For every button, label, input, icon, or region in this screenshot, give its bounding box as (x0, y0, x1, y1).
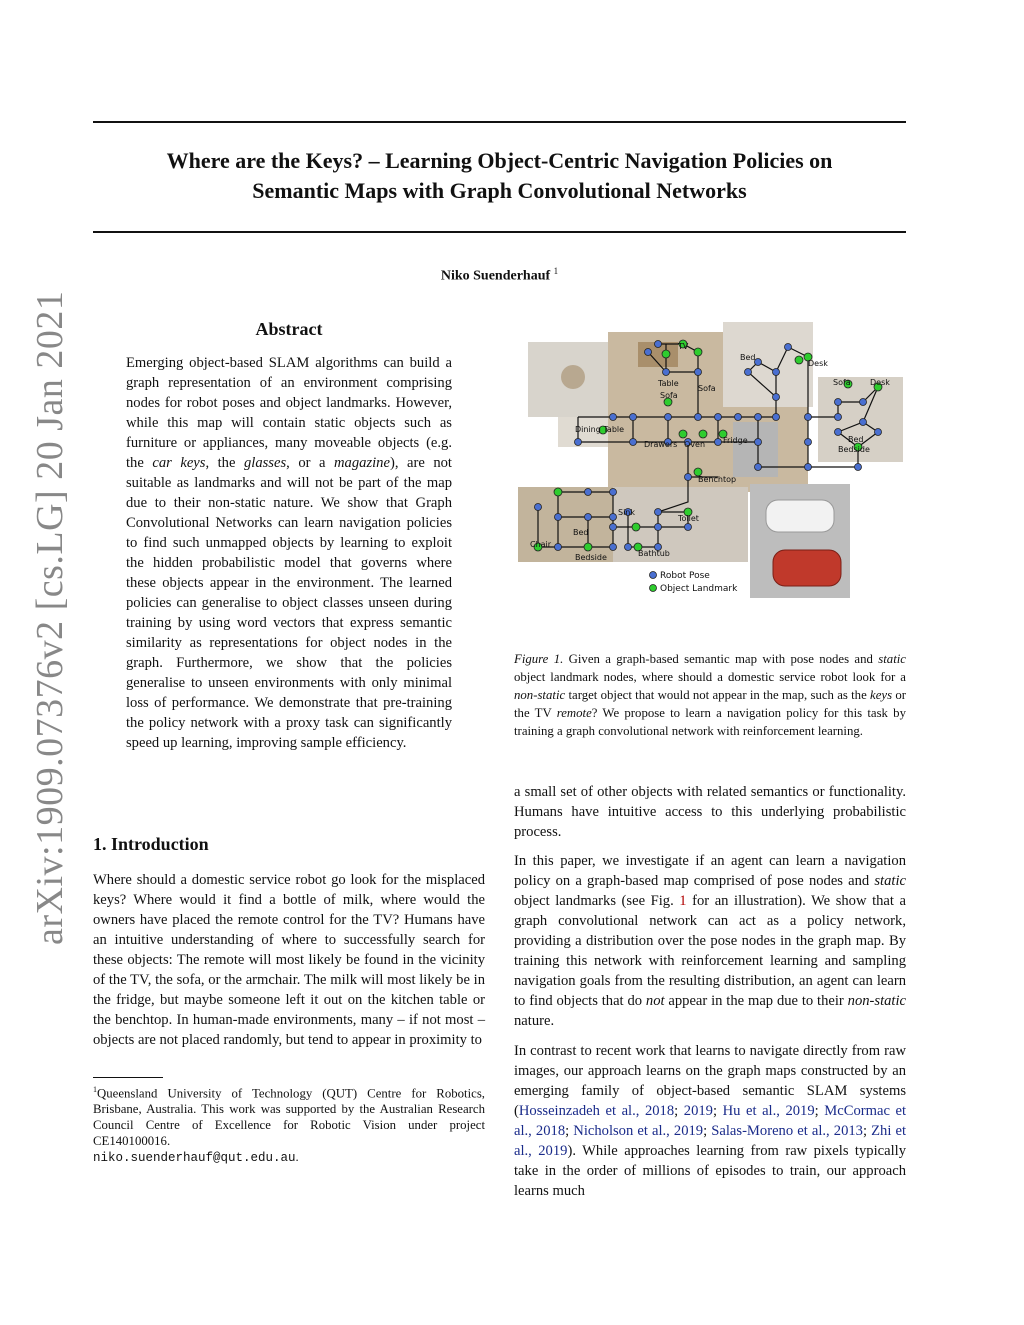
pose-node (805, 464, 812, 471)
title-top-rule (93, 121, 906, 123)
pose-node (655, 509, 662, 516)
label-bed-top: Bed (740, 353, 756, 362)
pose-node (805, 439, 812, 446)
label-desk-top: Desk (808, 359, 828, 368)
abstract-body: Emerging object-based SLAM algorithms can build a graph representation of an environment comprising nodes for robot poses and object landmarks. However, while this map will contain static objects such as furniture or appliances, many moveable objects (e.g. the car keys, the glasses, or a magazine), are not suitable as landmarks and will not be part of the map due to their non-static nature. We show that Graph Convolutional Networks can learn navigation policies to find such unmapped objects by learning to exploit the hidden probabilistic model that governs where these objects appear in the environment. The learned policies can generalise to object classes unseen during training by using word vectors that express semantic similarity as representations for object nodes in the graph. Furthermore, we show that the policies generalise to unseen environments with only minimal loss of performance. We demonstrate that pre-training the policy network with a proxy task can significantly speed up learning, improving sample efficiency. (126, 355, 452, 751)
pose-node (715, 414, 722, 421)
citation-link[interactable]: McCormac et al., 2018 (514, 1103, 907, 1139)
semantic-map-svg (518, 322, 906, 598)
pose-node (655, 524, 662, 531)
introduction-body: Where should a domestic service robot go look for the misplaced keys? Where would it find a bottle of milk, where would the owners have placed the remote control for the TV? Humans have an intuitive understanding of where to successfully search for these objects: The remote will most likely be found in the vicinity of the TV, the sofa, or the armchair. The milk will most likely be in the fridge, but maybe someone left it out on the kitchen table or the benchtop. In human-made environments, many – if not most – objects are not placed randomly, but tend to appear in proximity to (93, 872, 485, 1048)
label-sofa-b: Sofa (660, 391, 678, 400)
right-paragraph-2: In this paper, we investigate if an agent can learn a navigation policy on a graph-based map comprised of pose nodes and static object landmarks (see Fig. 1 for an illustration). We show that a graph convolutional network can act as a policy network, providing a distribution over the pose nodes in the graph map. By training this network with reinforcement learning and sampling navigation goals from the resulting distribution, an agent can learn to find objects that do not appear in the map due to their non-static nature. (514, 853, 907, 1029)
figure-reference-link[interactable]: 1 (679, 893, 687, 909)
pose-node (695, 414, 702, 421)
pose-node (685, 524, 692, 531)
pose-node (610, 544, 617, 551)
pose-node (575, 439, 582, 446)
figure-1-semantic-map (518, 322, 906, 598)
label-bedside-left: Bedside (575, 553, 607, 562)
sink-landmark (632, 523, 640, 531)
bed-landmark (795, 356, 803, 364)
pose-node (773, 394, 780, 401)
citation-link[interactable]: Hosseinzadeh et al., 2018 (518, 1103, 675, 1119)
table-landmark (662, 350, 670, 358)
pose-node (555, 544, 562, 551)
pose-node (610, 414, 617, 421)
label-sofa-right: Sofa (833, 378, 851, 387)
pose-node (555, 514, 562, 521)
footnote: $^1$Queensland University of Technology (QUT) Centre for Robotics, Brisbane, Australia. This work was supported by the Australian Research Council Centre of Excellence for Robotic Vision under project CE140100016. niko.suenderhauf@qut.edu.au. (93, 1085, 485, 1166)
bedside-landmark (584, 543, 592, 551)
pose-node (625, 544, 632, 551)
pose-node (585, 514, 592, 521)
pose-node (585, 489, 592, 496)
label-drawers: Drawers (644, 440, 678, 449)
patio-table (561, 365, 585, 389)
arxiv-watermark: arXiv:1909.07376v2 [cs.LG] 20 Jan 2021 (29, 290, 71, 945)
title-bottom-rule (93, 231, 906, 233)
pose-node (835, 399, 842, 406)
pose-node (663, 369, 670, 376)
pose-node (860, 399, 867, 406)
pose-node (755, 464, 762, 471)
pose-node (875, 429, 882, 436)
pose-node (665, 414, 672, 421)
title-line-1: Where are the Keys? – Learning Object-Centric Navigation Policies on (166, 148, 833, 173)
citation-link[interactable]: 2019 (683, 1103, 713, 1119)
oven-landmark (699, 430, 707, 438)
pose-node (755, 414, 762, 421)
pose-node (535, 504, 542, 511)
label-sofa-a: Sofa (698, 384, 716, 393)
bed-landmark (554, 488, 562, 496)
author-email[interactable]: niko.suenderhauf@qut.edu.au (93, 1151, 296, 1166)
pose-node (773, 369, 780, 376)
label-chair: Chair (530, 540, 552, 549)
pose-node (655, 341, 662, 348)
label-table: Table (658, 379, 679, 388)
pose-node (855, 464, 862, 471)
label-bedside-right: Bedside (838, 445, 870, 454)
legend-object-marker (650, 585, 657, 592)
pose-node (755, 359, 762, 366)
footnote-rule (93, 1077, 163, 1078)
legend-pose-label: Robot Pose (660, 571, 710, 581)
sofa-landmark (694, 348, 702, 356)
title-line-2: Semantic Maps with Graph Convolutional Networks (252, 178, 747, 203)
label-dining-table: Dining Table (575, 425, 625, 434)
pose-node (805, 414, 812, 421)
abstract-title: Abstract (255, 319, 323, 339)
pose-node (645, 349, 652, 356)
pose-node (745, 369, 752, 376)
citation-link[interactable]: Salas-Moreno et al., 2013 (711, 1123, 863, 1139)
pose-node (630, 414, 637, 421)
legend-object-label: Object Landmark (660, 584, 738, 594)
bedroom-top-floor (723, 322, 813, 407)
red-car (773, 550, 841, 586)
right-paragraph-1: a small set of other objects with related semantics or functionality. Humans have intuitive access to this underlying probabilistic process. (514, 784, 906, 840)
label-tv: TV (678, 342, 689, 351)
pose-node (773, 414, 780, 421)
label-bed-right: Bed (848, 435, 864, 444)
pose-node (610, 514, 617, 521)
label-desk-right: Desk (870, 378, 890, 387)
pose-node (610, 489, 617, 496)
bedroom-left-floor (518, 487, 613, 562)
pose-node (835, 414, 842, 421)
label-sink: Sink (618, 508, 636, 517)
white-car (766, 500, 834, 532)
citation-link[interactable]: Hu et al., 2019 (722, 1103, 815, 1119)
pose-node (685, 474, 692, 481)
label-toilet: Toilet (678, 514, 699, 523)
label-bed-left: Bed (573, 528, 589, 537)
paper-title (93, 146, 906, 206)
right-paragraph-3: In contrast to recent work that learns to navigate directly from raw images, our approach learns on the graph maps constructed by an emerging family of object-based semantic SLAM systems (Hosseinzadeh et al., 2018; 2019; Hu et al., 2019; McCormac et al., 2018; Nicholson et al., 2019; Salas-Moreno et al., 2013; Zhi et al., 2019). While approaches learning from raw pixels typically take in the order of millions of episodes to train, our approach learns much (514, 1043, 907, 1199)
pose-node (715, 439, 722, 446)
drawers-landmark (679, 430, 687, 438)
author: Niko Suenderhauf $^1$ (440, 266, 559, 284)
legend-pose-marker (650, 572, 657, 579)
pose-node (610, 524, 617, 531)
citation-link[interactable]: Nicholson et al., 2019 (573, 1123, 704, 1139)
pose-node (835, 429, 842, 436)
label-oven: Oven (684, 440, 706, 449)
pose-node (755, 439, 762, 446)
pose-node (785, 344, 792, 351)
pose-node (630, 439, 637, 446)
label-fridge: Fridge (723, 436, 748, 445)
label-bathtub: Bathtub (638, 549, 670, 558)
figure-1-caption: Figure 1. Given a graph-based semantic map with pose nodes and static object landmark nodes, where should a domestic service robot look for a non-static target object that would not appear in the map, such as the keys or the TV remote? We propose to learn a navigation policy for this task by training a graph convolutional network with reinforcement learning. (514, 652, 906, 738)
label-benchtop: Benchtop (698, 475, 737, 484)
pose-node (735, 414, 742, 421)
pose-node (695, 369, 702, 376)
citation-link[interactable]: Zhi et al., 2019 (514, 1123, 907, 1159)
section-title-introduction: 1. Introduction (93, 834, 209, 854)
pose-node (860, 419, 867, 426)
